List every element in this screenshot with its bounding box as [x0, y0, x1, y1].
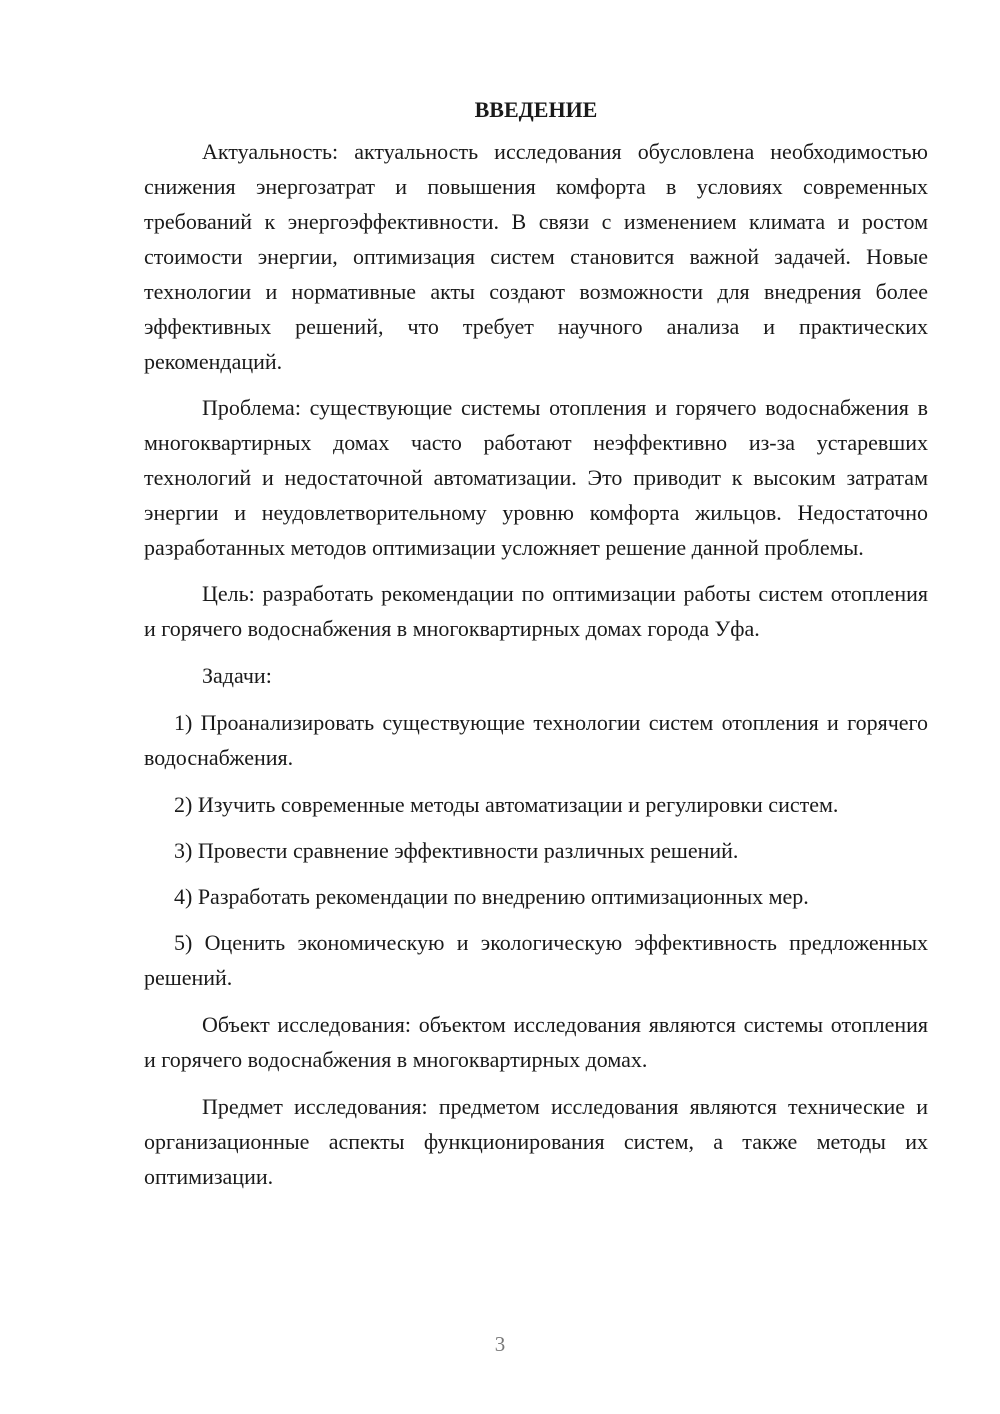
tasks-label: Задачи: [202, 663, 272, 688]
document-page [144, 96, 928, 1194]
section-heading: ВВЕДЕНИЕ [474, 97, 598, 122]
object-paragraph: Объект исследования: объектом исследования являются системы отопления и горячего водоснабжения в многоквартирных домах. [144, 1012, 928, 1072]
task-item-2: 2) Изучить современные методы автоматизации и регулировки систем. [174, 792, 839, 817]
task-item-4: 4) Разработать рекомендации по внедрению оптимизационных мер. [174, 884, 809, 909]
goal-paragraph: Цель: разработать рекомендации по оптимизации работы систем отопления и горячего водоснабжения в многоквартирных домах города Уфа. [144, 581, 928, 641]
relevance-paragraph: Актуальность: актуальность исследования обусловлена необходимостью снижения энергозатрат и повышения комфорта в условиях современных требований к энергоэффективности. В связи с изменением климата и ростом стоимости энергии, оптимизация систем становится важной задачей. Новые технологии и нормативные акты создают возможности для внедрения более эффективных решений, что требует научного анализа и практических рекомендаций. [144, 139, 928, 374]
page-number: 3 [494, 1332, 506, 1356]
task-item-1: 1) Проанализировать существующие технологии систем отопления и горячего водоснабжения. [144, 710, 928, 770]
task-item-5: 5) Оценить экономическую и экологическую эффективность предложенных решений. [144, 930, 928, 990]
subject-paragraph: Предмет исследования: предметом исследования являются технические и организационные аспекты функционирования систем, а также методы их оптимизации. [144, 1094, 928, 1189]
problem-paragraph: Проблема: существующие системы отопления и горячего водоснабжения в многоквартирных домах часто работают неэффективно из-за устаревших технологий и недостаточной автоматизации. Это приводит к высоким затратам энергии и неудовлетворительному уровню комфорта жильцов. Недостаточно разработанных методов оптимизации усложняет решение данной проблемы. [144, 395, 928, 560]
task-item-3: 3) Провести сравнение эффективности различных решений. [174, 838, 739, 863]
